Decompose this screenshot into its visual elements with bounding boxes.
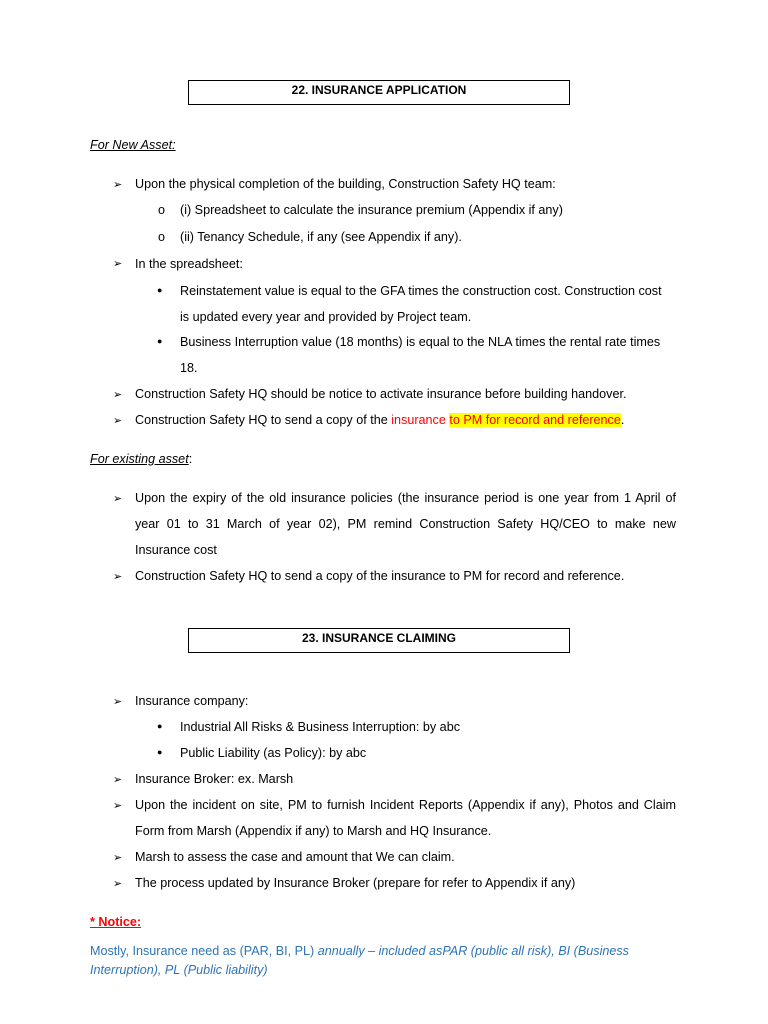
claim-step-2: Insurance Broker: ex. Marsh	[135, 772, 294, 786]
business-interruption-line-2: 18.	[180, 361, 198, 375]
arrow-bullet-icon: ➢	[113, 878, 123, 890]
arrow-bullet-icon: ➢	[113, 493, 123, 505]
reinstatement-line-2: is updated every year and provided by Project team.	[180, 310, 472, 324]
notice-line-1-normal: Mostly, Insurance need as (PAR, BI, PL)	[90, 944, 318, 958]
section-22-title-box	[188, 80, 570, 105]
new-asset-step-3: Construction Safety HQ should be notice to activate insurance before building handover.	[135, 387, 627, 401]
arrow-bullet-icon: ➢	[113, 415, 123, 427]
existing-step-1-line-2: year 01 to 31 March of year 02), PM remind Construction Safety HQ/CEO to make new	[135, 517, 676, 531]
insurance-company-1: Industrial All Risks & Business Interruption: by abc	[180, 720, 460, 734]
arrow-bullet-icon: ➢	[113, 389, 123, 401]
new-asset-step-1: Upon the physical completion of the building, Construction Safety HQ team:	[135, 177, 556, 191]
step-4-highlighted-text: to PM for record and reference	[449, 413, 621, 427]
existing-asset-heading	[90, 452, 192, 466]
dot-bullet-icon: ●	[157, 747, 163, 757]
circle-bullet-icon: o	[158, 230, 166, 244]
step-1-sub-1: (i) Spreadsheet to calculate the insurance premium (Appendix if any)	[180, 203, 563, 217]
claim-step-3-line-1: Upon the incident on site, PM to furnish Incident Reports (Appendix if any), Photos and Claim	[135, 798, 676, 812]
notice-label: * Notice:	[90, 915, 142, 929]
arrow-bullet-icon: ➢	[113, 852, 123, 864]
notice-line-1-italic: annually – included asPAR (public all risk), BI (Business	[317, 944, 629, 958]
new-asset-step-2: In the spreadsheet:	[135, 257, 243, 271]
arrow-bullet-icon: ➢	[113, 774, 123, 786]
claim-step-3-line-2: Form from Marsh (Appendix if any) to Marsh and HQ Insurance.	[135, 824, 492, 838]
claim-step-5: The process updated by Insurance Broker (prepare for refer to Appendix if any)	[135, 876, 576, 890]
step-4-red-text: insurance	[391, 413, 450, 427]
section-23-title-box	[188, 628, 570, 653]
existing-step-1-line-1: Upon the expiry of the old insurance policies (the insurance period is one year from 1 April of	[135, 491, 676, 505]
circle-bullet-icon: o	[158, 203, 166, 217]
claim-step-4: Marsh to assess the case and amount that We can claim.	[135, 850, 455, 864]
reinstatement-line-1: Reinstatement value is equal to the GFA times the construction cost. Construction cost	[180, 284, 662, 298]
arrow-bullet-icon: ➢	[113, 696, 123, 708]
existing-asset-heading-text: For existing asset	[90, 452, 189, 466]
insurance-company-2: Public Liability (as Policy): by abc	[180, 746, 367, 760]
dot-bullet-icon: ●	[157, 336, 163, 346]
existing-asset-heading-colon: :	[188, 452, 193, 466]
dot-bullet-icon: ●	[157, 721, 163, 731]
step-4-text: Construction Safety HQ to send a copy of the	[135, 413, 392, 427]
arrow-bullet-icon: ➢	[113, 179, 123, 191]
claim-step-1: Insurance company:	[135, 694, 249, 708]
business-interruption-line-1: Business Interruption value (18 months) is equal to the NLA times the rental rate times	[180, 335, 661, 349]
dot-bullet-icon: ●	[157, 285, 163, 295]
new-asset-heading: For New Asset:	[90, 138, 176, 152]
arrow-bullet-icon: ➢	[113, 571, 123, 583]
step-4-end: .	[620, 413, 625, 427]
arrow-bullet-icon: ➢	[113, 258, 123, 270]
notice-line-2: Interruption), PL (Public liability)	[90, 963, 268, 977]
section-23-title: 23. INSURANCE CLAIMING	[301, 631, 456, 645]
new-asset-step-4	[135, 413, 624, 427]
existing-step-2: Construction Safety HQ to send a copy of the insurance to PM for record and reference.	[135, 569, 625, 583]
notice-line-1	[90, 944, 629, 958]
step-1-sub-2: (ii) Tenancy Schedule, if any (see Appendix if any).	[180, 230, 462, 244]
section-22-title: 22. INSURANCE APPLICATION	[291, 83, 467, 97]
arrow-bullet-icon: ➢	[113, 800, 123, 812]
existing-step-1-line-3: Insurance cost	[135, 543, 217, 557]
